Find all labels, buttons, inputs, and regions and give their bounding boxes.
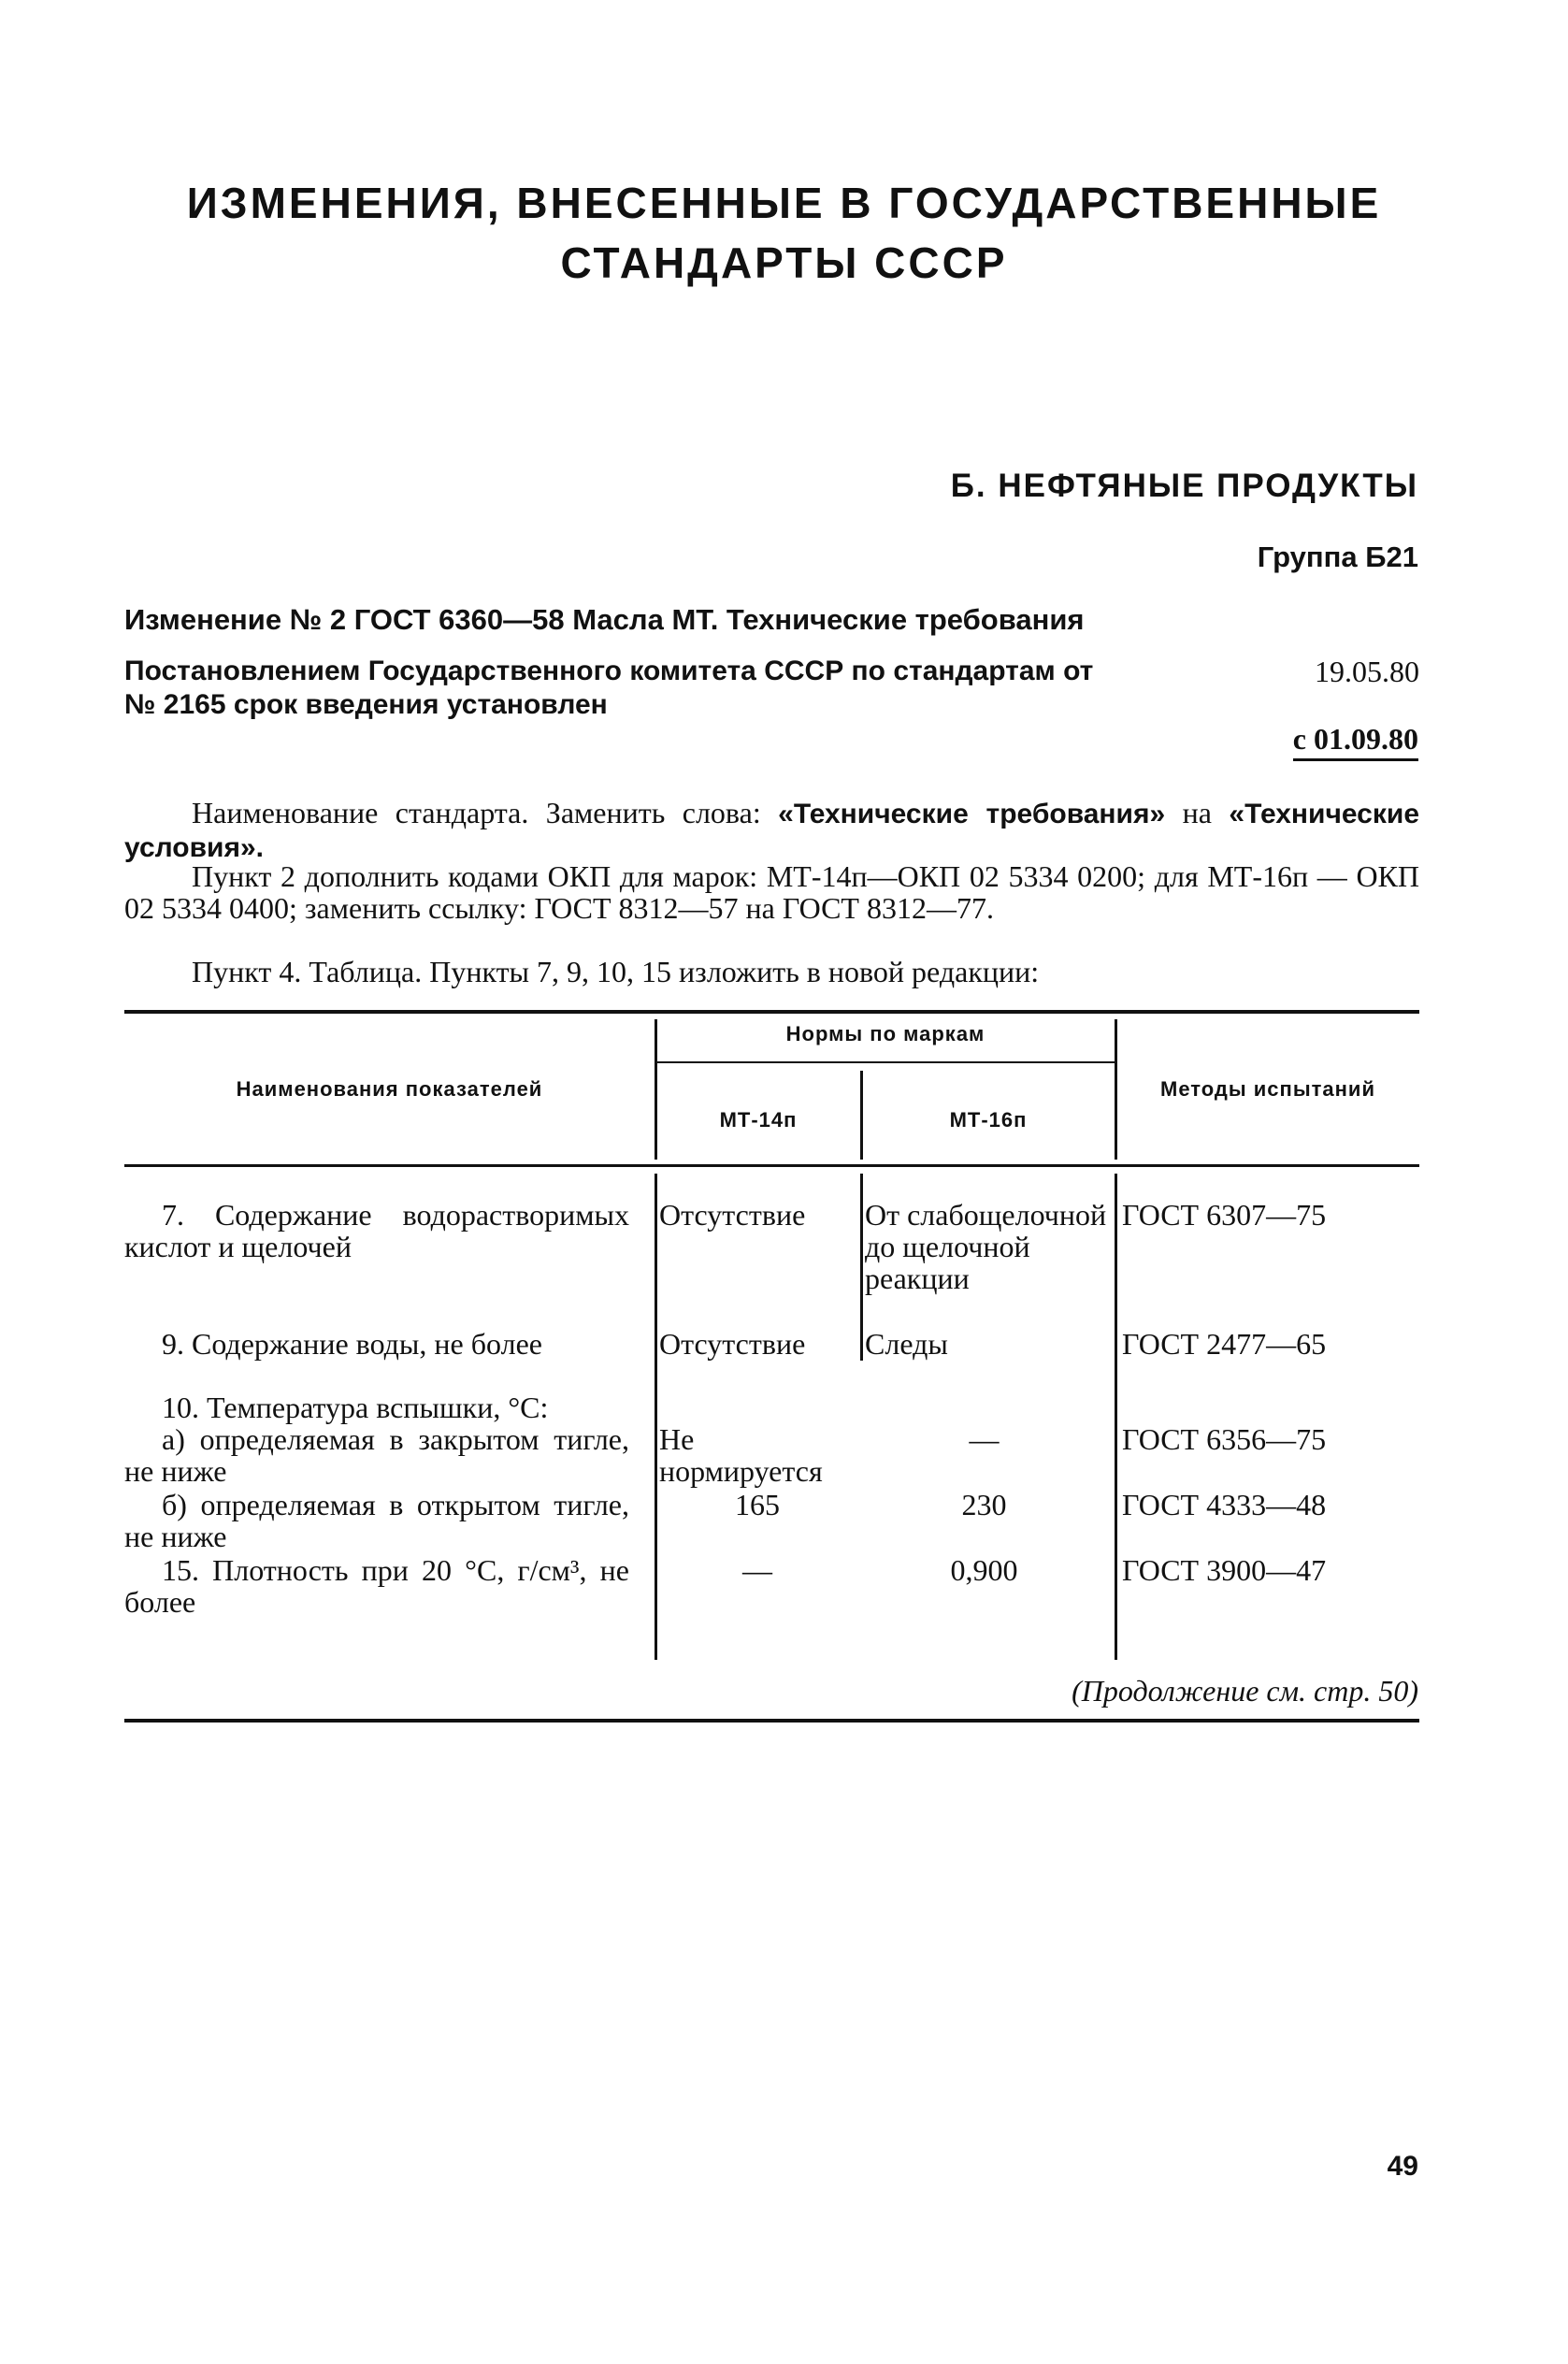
body-vline-3 <box>1115 1174 1117 1660</box>
paragraph-okp-codes: Пункт 2 дополнить кодами ОКП для марок: МТ-14п—ОКП 02 5334 0200; для МТ-16п — ОКП 02 5334 0400; заменить ссылку: ГОСТ 8312—57 на ГОСТ 8312—77. <box>124 859 1419 925</box>
effective-date: с 01.09.80 <box>1293 722 1418 761</box>
table-row-7-name: 7. Содержание водорастворимых кислот и щелочей <box>124 1198 629 1263</box>
table-row-10b-mt16: 230 <box>961 1488 1007 1521</box>
table-row-9-name: 9. Содержание воды, не более <box>162 1327 542 1361</box>
table-row-10a-method: ГОСТ 6356—75 <box>1122 1422 1327 1456</box>
table-row-10a-mt16: — <box>969 1422 1000 1456</box>
body-vline-2 <box>860 1174 863 1361</box>
table-row-15-name: 15. Плотность при 20 °С, г/см³, не более <box>124 1553 629 1619</box>
table-row-15-mt14: — <box>742 1553 772 1587</box>
paragraph-table-intro: Пункт 4. Таблица. Пункты 7, 9, 10, 15 изложить в новой редакции: <box>192 955 1040 988</box>
header-methods: Методы испытаний <box>1160 1077 1375 1101</box>
decree-date: 19.05.80 <box>1315 655 1419 688</box>
document-title <box>0 173 1568 293</box>
body-vline-1 <box>655 1174 657 1660</box>
paragraph-standard-name <box>124 797 1419 864</box>
p1-text-c: на <box>1165 796 1230 829</box>
header-mt16: МТ-16п <box>949 1108 1028 1132</box>
section-heading: Б. НЕФТЯНЫЕ ПРОДУКТЫ <box>950 468 1418 504</box>
table-bottom-rule <box>124 1719 1419 1723</box>
table-row-10b-mt14: 165 <box>735 1488 780 1521</box>
change-title: Изменение № 2 ГОСТ 6360—58 Масла МТ. Технические требования <box>124 603 1085 636</box>
header-mt14: МТ-14п <box>719 1108 798 1132</box>
p1-text-b: «Технические требования» <box>778 799 1166 829</box>
p1-text-d: «Технические условия». <box>124 799 1420 863</box>
table-row-9-mt14: Отсутствие <box>659 1327 806 1361</box>
table-row-9-mt16: Следы <box>865 1327 948 1361</box>
table-row-10b-name: б) определяемая в открытом тигле, не ниже <box>124 1488 629 1553</box>
table-row-7-mt14: Отсутствие <box>659 1198 806 1232</box>
header-name: Наименования показателей <box>236 1077 543 1101</box>
page-number: 49 <box>1387 2151 1418 2182</box>
decree-text <box>124 655 1419 722</box>
table-row-10b-method: ГОСТ 4333—48 <box>1122 1488 1327 1521</box>
table-top-rule <box>124 1010 1419 1014</box>
table-norms-rule <box>656 1061 1115 1063</box>
table-row-10a-mt14: Не нормируется <box>659 1422 823 1488</box>
p1-text-a: Наименование стандарта. Заменить слова: <box>192 796 779 829</box>
table-row-9-method: ГОСТ 2477—65 <box>1122 1327 1327 1361</box>
table-header-rule <box>124 1164 1419 1167</box>
title-line-2: СТАНДАРТЫ СССР <box>560 238 1008 287</box>
table-row-7-method: ГОСТ 6307—75 <box>1122 1198 1327 1232</box>
decree-line-2: № 2165 срок введения установлен <box>124 689 608 720</box>
group-label: Группа Б21 <box>1257 541 1418 573</box>
table-row-15-mt16: 0,900 <box>950 1553 1018 1587</box>
table-row-10a-name: а) определяемая в закрытом тигле, не ниже <box>124 1422 629 1488</box>
decree-line-1: Постановлением Государственного комитета СССР по стандартам от <box>124 656 1094 686</box>
table-row-7-mt16: От слабощелочной до щелочной реакции <box>865 1198 1107 1295</box>
title-line-1: ИЗМЕНЕНИЯ, ВНЕСЕННЫЕ В ГОСУДАРСТВЕННЫЕ <box>186 179 1382 227</box>
table-row-15-method: ГОСТ 3900—47 <box>1122 1553 1327 1587</box>
header-norms: Нормы по маркам <box>785 1022 985 1045</box>
continuation-note: (Продолжение см. стр. 50) <box>1072 1674 1418 1708</box>
table-row-10-name: 10. Температура вспышки, °С: <box>162 1391 549 1424</box>
